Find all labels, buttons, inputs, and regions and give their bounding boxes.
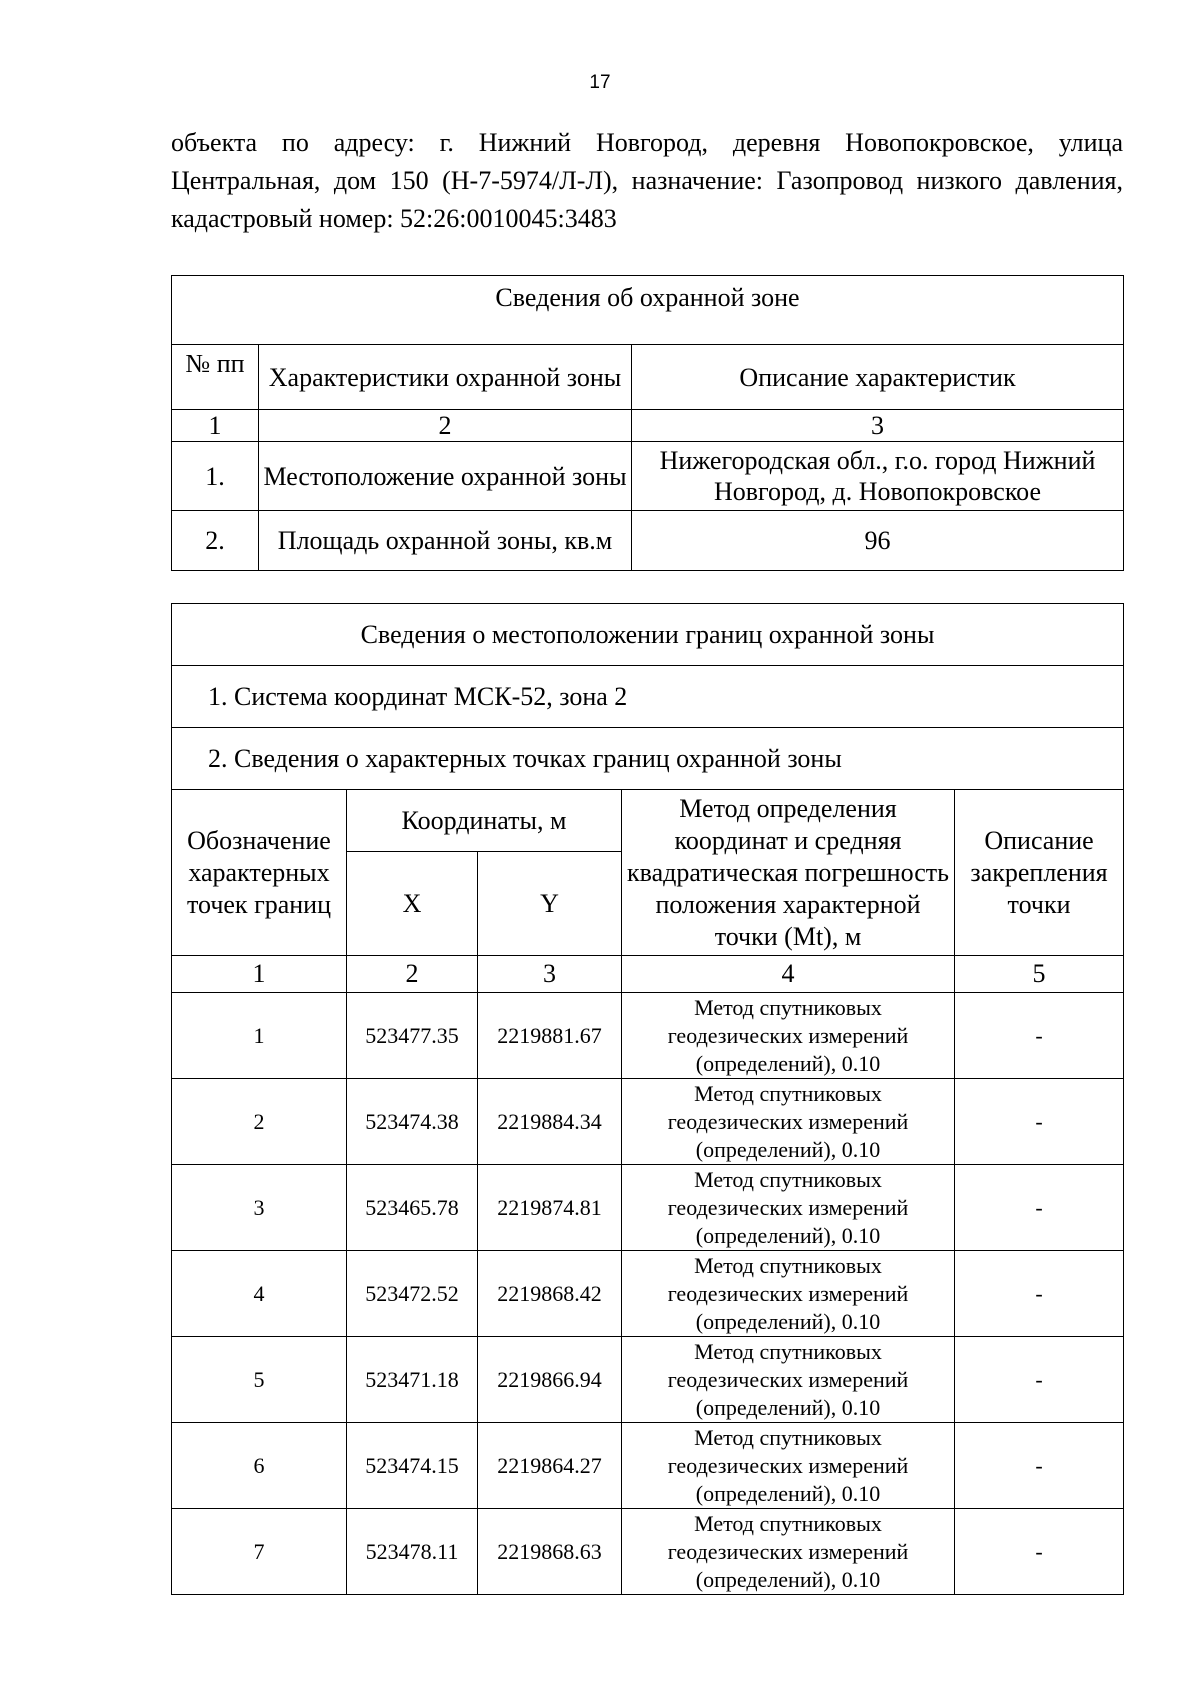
- zone-table-numbering-row: [172, 410, 1124, 442]
- point-method: Метод спутниковых геодезических измерений (определений), 0.10: [622, 1423, 955, 1509]
- point-number: 4: [172, 1251, 347, 1337]
- numbering-cell: 1: [172, 956, 347, 993]
- table-row: [172, 1337, 1124, 1423]
- point-x: 523477.35: [347, 993, 478, 1079]
- point-x: 523478.11: [347, 1509, 478, 1595]
- table-row: [172, 442, 1124, 511]
- point-fixing: -: [955, 1509, 1124, 1595]
- numbering-cell: 4: [622, 956, 955, 993]
- point-fixing: -: [955, 1165, 1124, 1251]
- numbering-cell: 1: [172, 410, 259, 442]
- point-fixing: -: [955, 1337, 1124, 1423]
- point-number: 6: [172, 1423, 347, 1509]
- header-description: Описание характеристик: [632, 345, 1124, 410]
- row-number: 1.: [172, 442, 259, 511]
- point-method: Метод спутниковых геодезических измерений (определений), 0.10: [622, 1337, 955, 1423]
- point-fixing: -: [955, 1079, 1124, 1165]
- point-number: 5: [172, 1337, 347, 1423]
- point-method: Метод спутниковых геодезических измерений (определений), 0.10: [622, 1509, 955, 1595]
- point-number: 7: [172, 1509, 347, 1595]
- point-y: 2219868.63: [478, 1509, 622, 1595]
- point-number: 1: [172, 993, 347, 1079]
- header-number: № пп: [172, 345, 259, 410]
- numbering-cell: 3: [632, 410, 1124, 442]
- point-fixing: -: [955, 1251, 1124, 1337]
- table-row: [172, 1509, 1124, 1595]
- coords-points-title-row: [172, 728, 1124, 790]
- point-x: 523471.18: [347, 1337, 478, 1423]
- header-y: Y: [478, 852, 622, 956]
- point-method: Метод спутниковых геодезических измерений (определений), 0.10: [622, 1079, 955, 1165]
- coords-system-row: [172, 666, 1124, 728]
- zone-table-title-row: [172, 276, 1124, 345]
- row-name: Местоположение охранной зоны: [259, 442, 632, 511]
- numbering-cell: 3: [478, 956, 622, 993]
- point-x: 523474.38: [347, 1079, 478, 1165]
- header-coordinates: Координаты, м: [347, 790, 622, 852]
- coords-title-row: [172, 604, 1124, 666]
- header-designation: Обозначение характерных точек границ: [172, 790, 347, 956]
- table-row: [172, 1165, 1124, 1251]
- table-row: [172, 1251, 1124, 1337]
- point-method: Метод спутниковых геодезических измерений (определений), 0.10: [622, 1165, 955, 1251]
- row-value: Нижегородская обл., г.о. город Нижний Новгород, д. Новопокровское: [632, 442, 1124, 511]
- point-method: Метод спутниковых геодезических измерений (определений), 0.10: [622, 1251, 955, 1337]
- point-y: 2219874.81: [478, 1165, 622, 1251]
- point-method: Метод спутниковых геодезических измерений (определений), 0.10: [622, 993, 955, 1079]
- intro-paragraph: объекта по адресу: г. Нижний Новгород, деревня Новопокровское, улица Центральная, дом 150 (Н-7-5974/Л-Л), назначение: Газопровод низкого давления, кадастровый номер: 52:26:0010045:3483: [171, 128, 1123, 233]
- coordinate-system: 1. Система координат МСК-52, зона 2: [172, 666, 1124, 728]
- zone-table-header-row: [172, 345, 1124, 410]
- boundary-coordinates-table: [171, 603, 1124, 1595]
- table-row: [172, 1423, 1124, 1509]
- row-name: Площадь охранной зоны, кв.м: [259, 511, 632, 571]
- point-y: 2219884.34: [478, 1079, 622, 1165]
- point-fixing: -: [955, 1423, 1124, 1509]
- points-title: 2. Сведения о характерных точках границ охранной зоны: [172, 728, 1124, 790]
- numbering-cell: 5: [955, 956, 1124, 993]
- point-fixing: -: [955, 993, 1124, 1079]
- point-x: 523472.52: [347, 1251, 478, 1337]
- point-y: 2219866.94: [478, 1337, 622, 1423]
- point-number: 2: [172, 1079, 347, 1165]
- numbering-cell: 2: [347, 956, 478, 993]
- page-number: 17: [589, 72, 611, 93]
- row-number: 2.: [172, 511, 259, 571]
- numbering-cell: 2: [259, 410, 632, 442]
- header-x: X: [347, 852, 478, 956]
- point-y: 2219881.67: [478, 993, 622, 1079]
- coords-table-title: Сведения о местоположении границ охранной зоны: [172, 604, 1124, 666]
- header-method: Метод определения координат и средняя квадратическая погрешность положения характерной точки (Mt), м: [622, 790, 955, 956]
- protection-zone-table: [171, 275, 1124, 571]
- row-value: 96: [632, 511, 1124, 571]
- zone-table-title: Сведения об охранной зоне: [172, 276, 1124, 345]
- table-row: [172, 993, 1124, 1079]
- table-row: [172, 1079, 1124, 1165]
- table-row: [172, 511, 1124, 571]
- coords-numbering-row: [172, 956, 1124, 993]
- coords-header-row: [172, 790, 1124, 852]
- point-x: 523474.15: [347, 1423, 478, 1509]
- header-fixing: Описание закрепления точки: [955, 790, 1124, 956]
- point-y: 2219868.42: [478, 1251, 622, 1337]
- point-x: 523465.78: [347, 1165, 478, 1251]
- point-y: 2219864.27: [478, 1423, 622, 1509]
- point-number: 3: [172, 1165, 347, 1251]
- header-characteristics: Характеристики охранной зоны: [259, 345, 632, 410]
